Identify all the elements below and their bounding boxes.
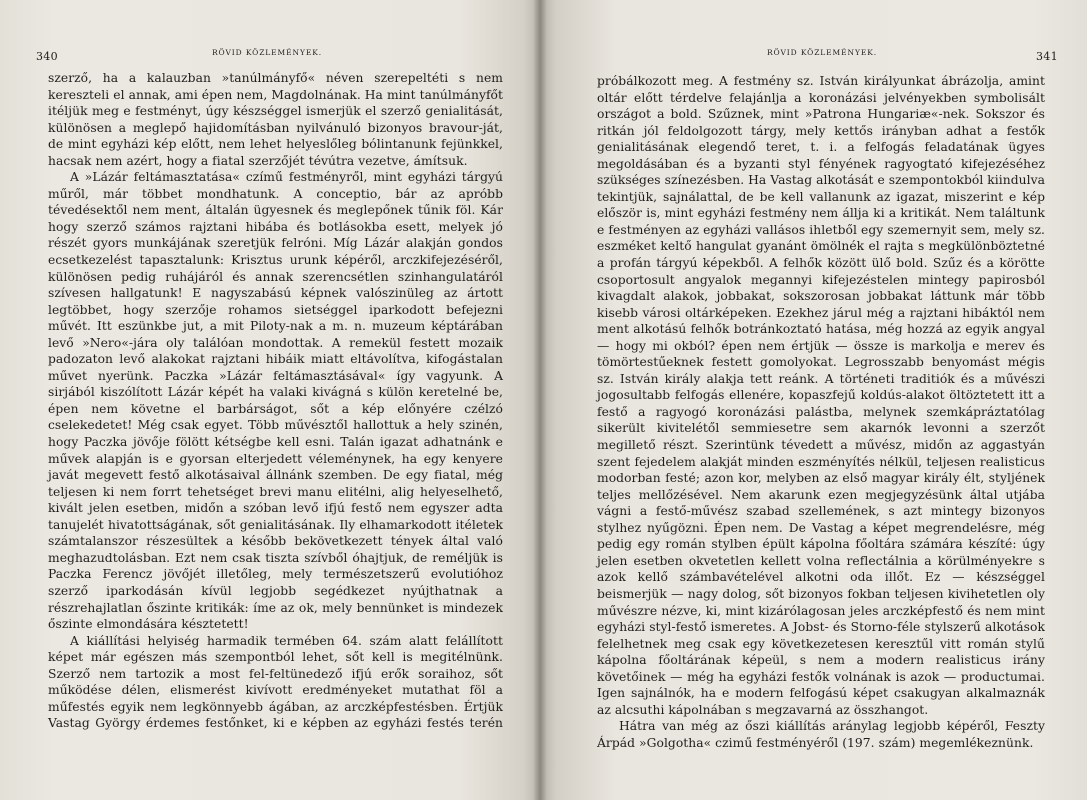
right-page (540, 0, 1087, 800)
page-number: 340 (36, 50, 58, 63)
left-page (0, 0, 540, 800)
paragraph: Hátra van még az őszi kiállítás aránylag legjobb képéről, Feszty Árpád »Golgotha« czimű festményéről (197. szám) megemlékeznünk. (597, 719, 1045, 750)
page-number: 341 (1036, 50, 1058, 63)
right-page-text (597, 73, 1045, 751)
paragraph: szerző, ha a kalauzban »tanúlmányfő« néven szerepeltéti s nem kereszteli el annak, ami épen nem, Magdolnának. Ha mint tanúlmányfőt itéljük meg e festményt, úgy készséggel ismerjük el szerző genialitását, különösen a meglepő hajidomításban nyilvánuló bizonyos bravour-ját, de mint egyházi kép előtt, nem lehet helyeslőleg bólintanunk fejünkkel, hacsak nem azért, hogy a fiatal szerzőjét tévútra vezetve, ámítsuk. (48, 71, 503, 168)
paragraph: A kiállítási helyiség harmadik termében 64. szám alatt felállított képet már egészen más szempontból lehet, sőt kell is megitélnünk. Szerző nem tartozik a most fel-feltünedező ifjú erők soraihoz, sőt működése délen, elismerést kivívott eredményeket mutathat föl a műfestés egyik nem legkönnyebb ágában, az arczképfestésben. Értjük Vastag György érdemes festőnket, ki e képben az egyházi festés terén (48, 633, 503, 731)
paragraph: próbálkozott meg. A festmény sz. István királyunkat ábrázolja, amint oltár előtt térdelve felajánlja a koronázási jelvényekben symbolisált országot a bold. Szűznek, mint »Patrona Hungariæ«-nek. Sokszor és ritkán jól feldolgozott tárgy, mely kettős irányban adhat a festők genialitásának elegendő teret, t. i. a felfogás feladatának ügyes megoldásában és a byzanti styl fényének ragyogtató kifejezéséhez szükséges színezésben. Ha Vastag alkotását e szempontokból kiindulva tekintjük, sajnálattal, de be kell vallanunk az igazat, miszerint e kép először is, mint egyházi festmény nem állja ki a kritikát. Nem találtunk e festményen az egyházi vallásos ihletből egy szemernyit sem, mely sz. eszméket keltő hangulat gyanánt ömölnék el rajta s megkülönböztetné a profán tárgyú képekből. A felhők között ülő bold. Szűz és a körötte csoportosult angyalok megannyi kifejezéstelen mintegy papirosból kivagdalt alakok, jobbakat, sokszorosan jobbakat láttunk már több kisebb városi oltárképeken. Ezekhez járul még a rajztani hibáktól nem ment alkotású felhők botránkoztató hatása, még hozzá az egyik angyal — hogy mi okból? épen nem értjük — össze is markolja e merev és tömörtestűeknek festett gomolyokat. Legrosszabb benyomást mégis sz. István király alakja tett reánk. A történeti traditiók és a művészi jogosultabb felfogás ellenére, kopaszfejű koldús-alakot öltöztetett itt a festő a ragyogó koronázási palástba, melynek szemkápráztatólag sikerült kivitelétől semmiesetre sem akarnók levonni a szerzőt megillető részt. Szerintünk tévedett a művész, midőn az aggastyán szent fejedelem alakját minden eszményítés nélkül, teljesen realisticus modorban festé; azon kor, melyben az első magyar király élt, styljének teljes mellőzésével. Nem akarunk ezen megjegyzésünk által utjába vágni a festő-művész szabad szellemének, s azt mintegy bizonyos stylhez nyűgözni. Épen nem. De Vastag a képet megrendelésre, még pedig egy román stylben épült kápolna főoltára számára készíté: úgy jelen esetben okvetetlen kellett volna reflectálnia a körülményekre s azok kellő számbavételével alkotni oda illőt. Ez — készséggel beismerjük — nagy dolog, sőt bizonyos fokban teljesen kivihetetlen oly művészre nézve, ki, mint kizárólagosan jeles arczképfestő és nem mint egyházi styl-festő ismeretes. A Jobst- és Storno-féle stylszerű alkotások felelhetnek meg csak egy következetesen keresztűl vitt román stylű kápolna főoltárának képeül, s nem a modern realisticus irány követőinek — még ha egyházi festők volnának is azok — productumai. Igen sajnálnók, ha e modern felfogású képet csakugyan alkalmaznák az alcsuthi kápolnában s megzavarná az összhangot. (597, 74, 1045, 717)
running-head: RÖVID KÖZLEMÉNYEK. (212, 48, 322, 57)
paragraph: A »Lázár feltámasztatása« czímű festményről, mint egyházi tárgyú műről, már többet mondhatunk. A conceptio, bár az apróbb tévedésektől nem ment, általán ügyesnek és meglepőnek tűnik föl. Kár hogy szerző számos rajztani hibába és botlásokba esett, melyek jó részét gyors munkájának szeretjük felróni. Míg Lázár alakján gondos ecsetkezelést tapasztalunk: Krisztus urunk képéről, arczkifejezéséről, különösen pedig ruhájáról és annak szerencsétlen szinhangulatáról szívesen hallgatunk! E nagyszabású képnek valószinüleg az ártott legtöbbet, hogy szerzője rohamos sietséggel iparkodott befejezni művét. Itt eszünkbe jut, a mit Piloty-nak a m. n. muzeum képtárában levő »Nero«-jára oly találóan mondottak. A remekül festett mozaik padozaton levő alakokat rajztani hibáik miatt eltávolítva, kifogástalan művet nyerünk. Paczka »Lázár feltámasztásával« így vagyunk. A sirjából kiszólított Lázár képét ha valaki kivágná s külön keretelné be, épen nem követne el barbárságot, sőt a kép előnyére czélzó cselekedetet! Még csak egyet. Több művésztől hallottuk a hely szinén, hogy Paczka jövője fölött kétségbe kell esni. Talán igazat adhatnánk e művek alapján is e gyorsan elterjedett véleménynek, ha egy kenyere javát megevett festő alkotásaival állnánk szemben. De egy fiatal, még teljesen ki nem forrt tehetséget brevi manu elitélni, alig helyeselhető, kivált jelen esetben, midőn a szóban levő ifjú festő nem egyszer adta tanujelét hivatottságának, sőt genialitásának. Ily elhamarkodott itéletek számtalanszor részesültek a később bekövetkezett tények által való meghazudtolásban. Ezt nem csak tiszta szívből óhajtjuk, de reméljük is Paczka Ferencz jövőjét illetőleg, mely természetszerű evolutióhoz szerző iparkodásán kívül legjobb segédkezet nyújthatnak a részrehajlatlan őszinte kritikák: íme az ok, mely bennünket is mindezek őszinte elmondására késztetett! (48, 170, 503, 632)
left-page-text (48, 70, 503, 732)
running-head: RÖVID KÖZLEMÉNYEK. (767, 48, 877, 57)
